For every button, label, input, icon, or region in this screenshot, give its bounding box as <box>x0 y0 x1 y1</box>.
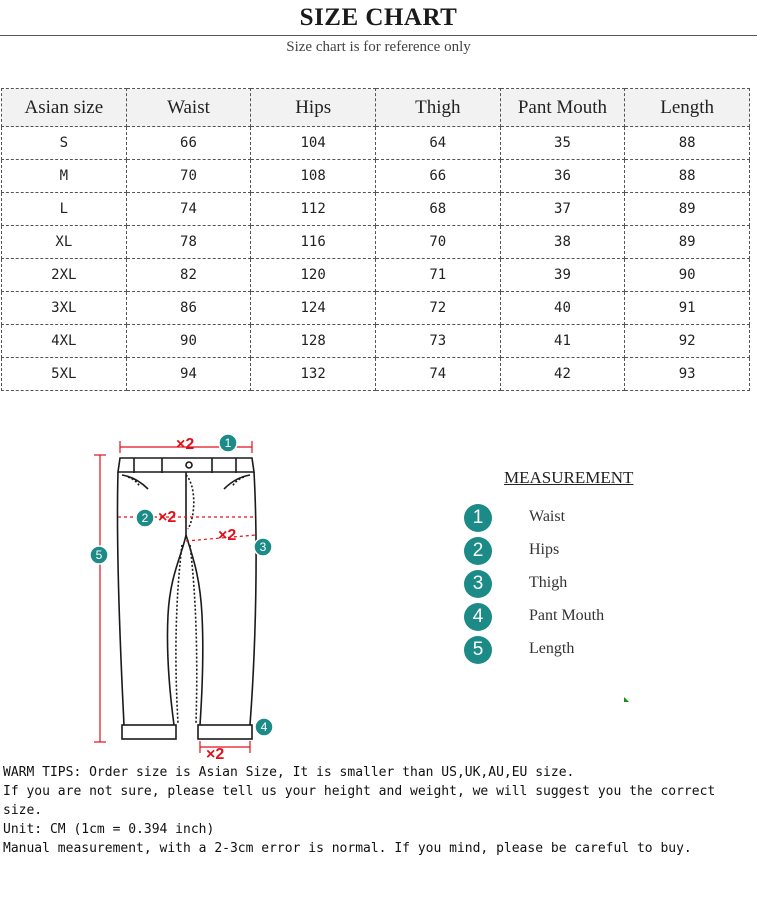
measurement-item-waist <box>464 504 664 532</box>
tip-line: Manual measurement, with a 2-3cm error is normal. If you mind, please be careful to buy. <box>3 841 692 856</box>
table-cell: 78 <box>126 226 251 259</box>
number-badge: 4 <box>464 603 492 631</box>
table-cell: 41 <box>500 325 625 358</box>
pants-outline <box>117 458 256 739</box>
measurement-item-hips <box>464 537 664 565</box>
table-cell: 37 <box>500 193 625 226</box>
table-cell: 88 <box>625 160 750 193</box>
table-cell: 89 <box>625 193 750 226</box>
number-badge: 1 <box>464 504 492 532</box>
column-header: Thigh <box>375 89 500 127</box>
warm-tips <box>3 763 748 858</box>
table-cell: 72 <box>375 292 500 325</box>
measurement-title: MEASUREMENT <box>504 468 634 487</box>
table-cell: 64 <box>375 127 500 160</box>
table-cell: 70 <box>126 160 251 193</box>
tip-line: If you are not sure, please tell us your height and weight, we will suggest you the correct size. <box>3 784 716 818</box>
table-cell: 86 <box>126 292 251 325</box>
column-header: Length <box>625 89 750 127</box>
title-divider <box>0 35 757 36</box>
decorative-mark <box>624 697 629 702</box>
table-cell: 66 <box>375 160 500 193</box>
measurement-item-length <box>464 636 664 664</box>
tip-line: WARM TIPS: Order size is Asian Size, It is smaller than US,UK,AU,EU size. <box>3 765 575 780</box>
table-cell: 39 <box>500 259 625 292</box>
table-cell: 89 <box>625 226 750 259</box>
table-row <box>2 292 750 325</box>
table-cell: 128 <box>251 325 376 358</box>
column-header: Pant Mouth <box>500 89 625 127</box>
table-cell: 112 <box>251 193 376 226</box>
table-cell: 71 <box>375 259 500 292</box>
measurement-label: Pant Mouth <box>529 607 605 624</box>
column-header: Hips <box>251 89 376 127</box>
mouth-multiplier: ×2 <box>206 746 225 763</box>
marker-3: 3 <box>259 540 267 554</box>
table-cell: 2XL <box>2 259 127 292</box>
table-cell: M <box>2 160 127 193</box>
table-cell: 90 <box>625 259 750 292</box>
table-cell: L <box>2 193 127 226</box>
column-header: Asian size <box>2 89 127 127</box>
table-cell: 108 <box>251 160 376 193</box>
table-cell: 66 <box>126 127 251 160</box>
measurement-label: Thigh <box>529 574 568 591</box>
number-badge: 3 <box>464 570 492 598</box>
table-cell: 88 <box>625 127 750 160</box>
table-cell: 74 <box>126 193 251 226</box>
measurement-label: Hips <box>529 541 560 558</box>
table-cell: 42 <box>500 358 625 391</box>
table-row <box>2 160 750 193</box>
thigh-multiplier: ×2 <box>218 527 237 544</box>
measurement-label: Waist <box>529 508 566 525</box>
number-badge: 5 <box>464 636 492 664</box>
table-cell: 90 <box>126 325 251 358</box>
measurement-item-thigh <box>464 570 664 598</box>
table-row <box>2 358 750 391</box>
table-cell: 4XL <box>2 325 127 358</box>
table-row <box>2 226 750 259</box>
table-row <box>2 127 750 160</box>
table-cell: 70 <box>375 226 500 259</box>
table-cell: 5XL <box>2 358 127 391</box>
table-cell: 74 <box>375 358 500 391</box>
table-cell: 116 <box>251 226 376 259</box>
table-cell: 120 <box>251 259 376 292</box>
table-cell: S <box>2 127 127 160</box>
table-cell: 124 <box>251 292 376 325</box>
size-table <box>1 88 750 391</box>
page-title: SIZE CHART <box>299 4 458 31</box>
table-cell: 73 <box>375 325 500 358</box>
table-cell: XL <box>2 226 127 259</box>
table-cell: 91 <box>625 292 750 325</box>
table-cell: 82 <box>126 259 251 292</box>
tip-line: Unit: CM (1cm = 0.394 inch) <box>3 822 215 837</box>
table-cell: 38 <box>500 226 625 259</box>
table-cell: 68 <box>375 193 500 226</box>
pants-diagram <box>78 425 288 770</box>
marker-4: 4 <box>260 720 268 734</box>
table-cell: 92 <box>625 325 750 358</box>
number-badge: 2 <box>464 537 492 565</box>
table-row <box>2 193 750 226</box>
table-row <box>2 325 750 358</box>
page-subtitle: Size chart is for reference only <box>286 39 471 55</box>
measurement-item-pant-mouth <box>464 603 664 631</box>
table-cell: 93 <box>625 358 750 391</box>
table-cell: 36 <box>500 160 625 193</box>
table-header-row <box>2 89 750 127</box>
measurement-label: Length <box>529 640 575 657</box>
table-cell: 3XL <box>2 292 127 325</box>
table-row <box>2 259 750 292</box>
hip-multiplier: ×2 <box>158 509 177 526</box>
table-cell: 104 <box>251 127 376 160</box>
table-cell: 40 <box>500 292 625 325</box>
marker-1: 1 <box>224 436 232 450</box>
table-cell: 132 <box>251 358 376 391</box>
column-header: Waist <box>126 89 251 127</box>
waist-multiplier: ×2 <box>176 436 195 453</box>
table-cell: 94 <box>126 358 251 391</box>
marker-2: 2 <box>141 511 149 525</box>
marker-5: 5 <box>95 548 103 562</box>
table-cell: 35 <box>500 127 625 160</box>
